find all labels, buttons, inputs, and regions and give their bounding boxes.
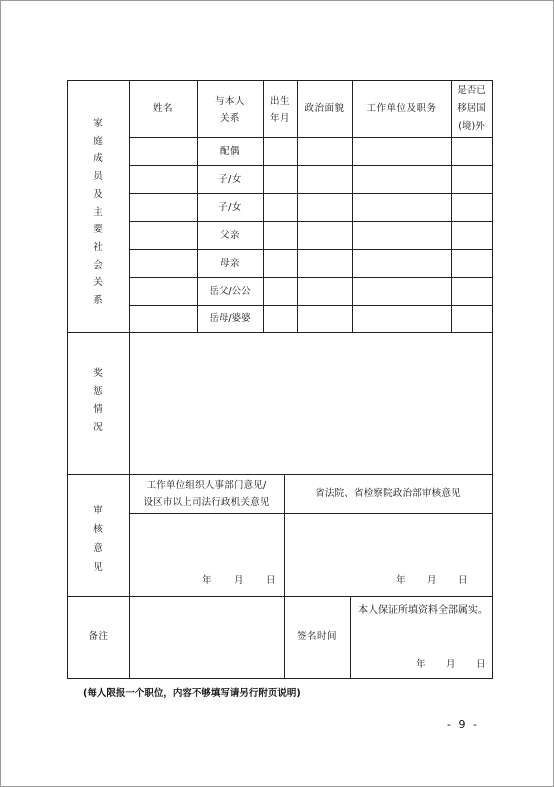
relation-cell: 父亲 (219, 230, 240, 241)
sign-time-label: 签名时间 (296, 631, 337, 642)
relation-cell: 岳父/公公 (209, 286, 251, 297)
relation-cell: 配偶 (219, 146, 240, 157)
review-right-date-day: 日 (458, 575, 469, 586)
footnote: (每人限报一个职位，内容不够填写请另行附页说明) (83, 688, 301, 699)
rewards-section-label: 奖 惩 情 况 (93, 368, 103, 433)
review-left-date-month: 月 (234, 575, 245, 586)
relation-cell: 母亲 (219, 258, 240, 269)
column-divider (451, 81, 452, 332)
page-number: - 9 - (447, 718, 479, 731)
section-divider (68, 332, 492, 333)
review-right-date-month: 月 (427, 575, 438, 586)
family-row-divider (129, 277, 492, 278)
review-left-header-line2: 设区市以上司法行政机关意见 (143, 497, 270, 508)
section-divider (68, 596, 492, 597)
family-row-divider (129, 165, 492, 166)
family-row-divider (129, 305, 492, 306)
column-divider (297, 81, 298, 332)
family-section-label: 家 庭 成 员 及 主 要 社 会 关 系 (93, 118, 103, 307)
registration-form-table (67, 80, 493, 679)
header-relation-line1: 与本人 (214, 96, 245, 107)
header-relation-line2: 关系 (219, 113, 240, 124)
header-moved-line3: (境)外 (458, 121, 485, 132)
review-header-divider (129, 513, 492, 514)
header-moved-line2: 移居国 (457, 103, 486, 114)
header-political: 政治面貌 (304, 103, 345, 114)
family-row-divider (129, 221, 492, 222)
relation-cell: 子/女 (218, 174, 242, 185)
remarks-column-divider (350, 596, 351, 678)
section-divider (68, 474, 492, 475)
review-left-header-line1: 工作单位组织人事部门意见/ (146, 480, 267, 491)
review-right-header: 省法院、省检察院政治部审核意见 (315, 488, 461, 499)
family-row-divider (129, 193, 492, 194)
review-left-date-day: 日 (266, 575, 277, 586)
review-left-date-year: 年 (202, 575, 213, 586)
header-name: 姓名 (152, 103, 173, 114)
relation-cell: 子/女 (218, 202, 242, 213)
review-section-label: 审 核 意 见 (93, 505, 103, 573)
header-birth-line1: 出生 (269, 96, 290, 107)
remarks-label: 备注 (88, 631, 109, 642)
relation-cell: 岳母/婆婆 (209, 313, 251, 324)
declaration-text: 本人保证所填资料全部属实。 (358, 605, 488, 616)
header-employer: 工作单位及职务 (366, 103, 437, 114)
label-column-divider (129, 81, 130, 678)
header-birth-line2: 年月 (269, 113, 290, 124)
remarks-date-year: 年 (416, 659, 427, 670)
header-moved-line1: 是否已 (457, 85, 486, 96)
remarks-date-month: 月 (446, 659, 457, 670)
remarks-date-day: 日 (476, 659, 487, 670)
family-header-divider (129, 137, 492, 138)
review-right-date-year: 年 (396, 575, 407, 586)
family-row-divider (129, 249, 492, 250)
column-divider (352, 81, 353, 332)
